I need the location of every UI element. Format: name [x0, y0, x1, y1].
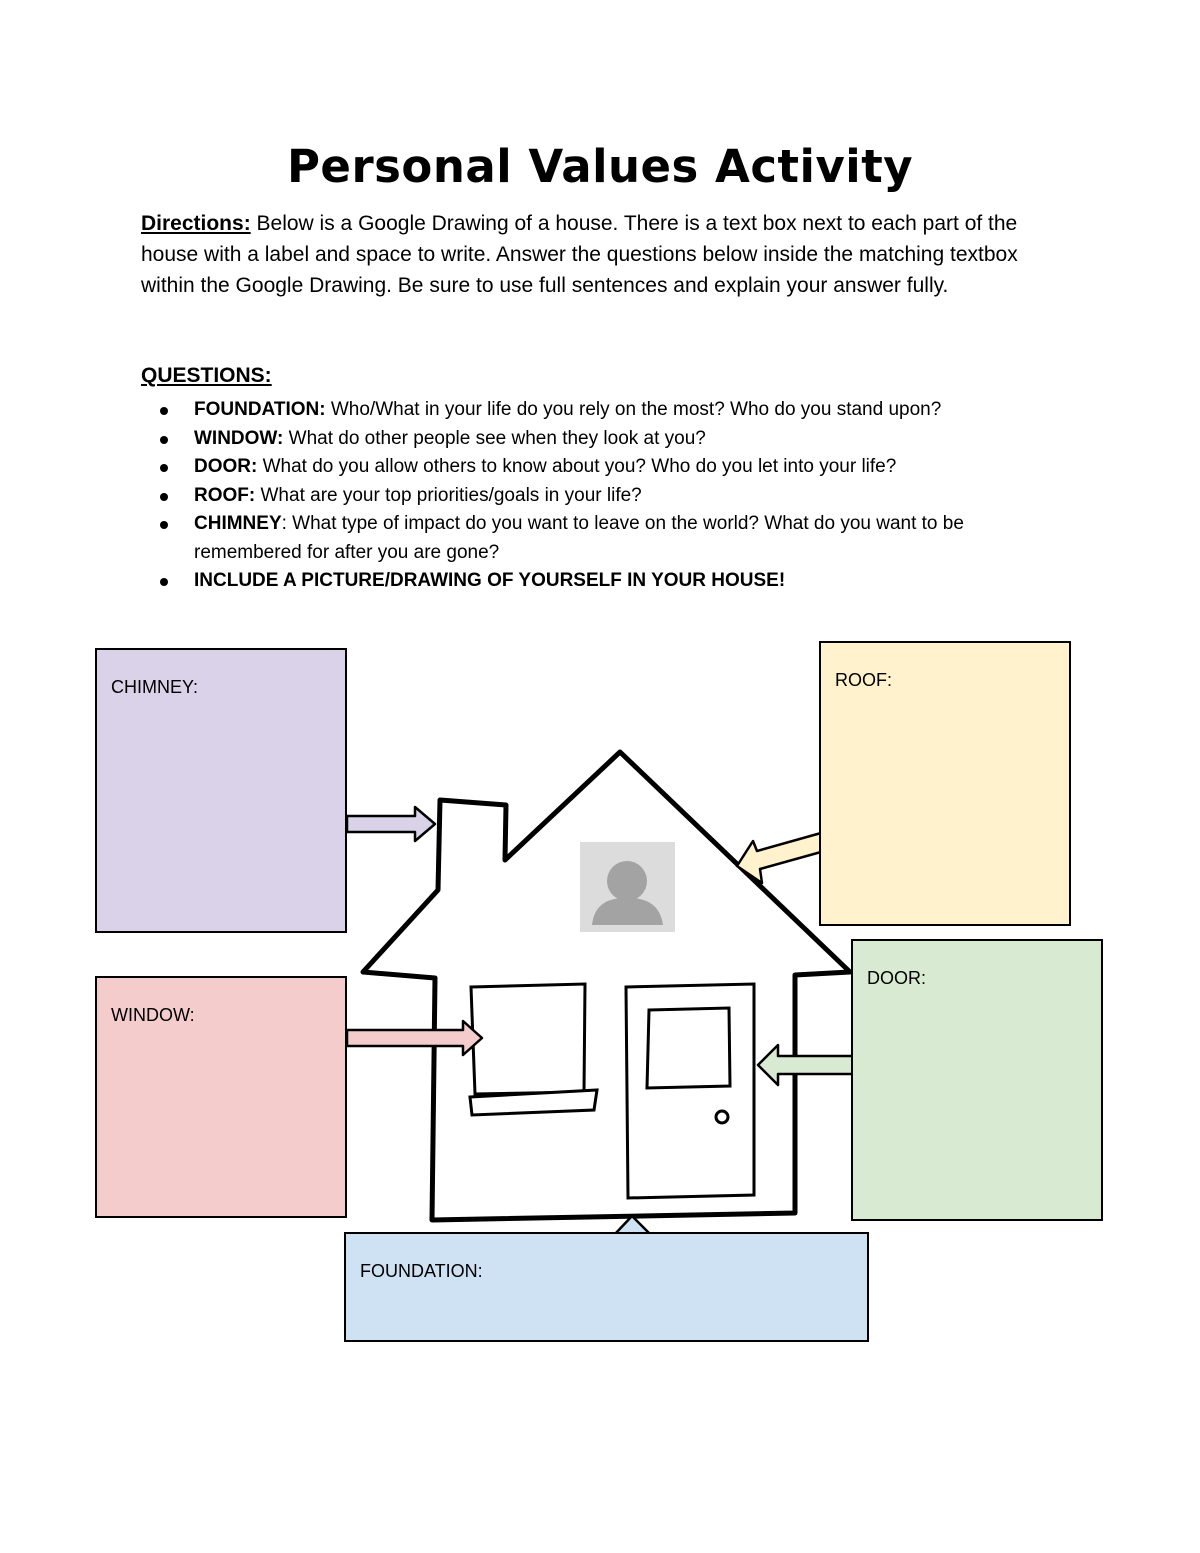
question-key: DOOR:	[194, 456, 258, 477]
person-placeholder-icon	[580, 842, 675, 932]
question-picture: INCLUDE A PICTURE/DRAWING OF YOURSELF IN YOUR HOUSE!	[158, 567, 1058, 596]
question-text: Who/What in your life do you rely on the most? Who do you stand upon?	[325, 399, 942, 420]
question-key: WINDOW:	[194, 427, 284, 449]
window-label: WINDOW:	[111, 1005, 195, 1025]
question-text: What are your top priorities/goals in your life?	[255, 484, 642, 506]
chimney-arrow	[347, 807, 435, 841]
question-text: What do other people see when they look at you?	[283, 427, 706, 449]
foundation-textbox[interactable]	[344, 1232, 869, 1342]
questions-heading: QUESTIONS:	[141, 364, 272, 387]
door-knob	[716, 1111, 728, 1123]
question-key: CHIMNEY	[194, 513, 282, 534]
question-text: : What type of impact do you want to leave on the world? What do you want to be remembered for after you are gone?	[194, 513, 964, 563]
question-key: FOUNDATION:	[194, 399, 326, 420]
house-outline	[363, 752, 850, 1220]
window-textbox[interactable]	[95, 976, 347, 1218]
question-text: What do you allow others to know about you? Who do you let into your life?	[257, 456, 897, 477]
door-label: DOOR:	[867, 968, 927, 988]
directions-label: Directions:	[141, 212, 251, 235]
roof-label: ROOF:	[835, 670, 892, 690]
roof-textbox[interactable]	[819, 641, 1071, 926]
door-textbox[interactable]	[851, 939, 1103, 1221]
roof-arrow	[737, 833, 821, 883]
page-title: Personal Values Activity	[286, 140, 914, 193]
chimney-textbox[interactable]	[95, 648, 347, 933]
door-arrow	[758, 1045, 853, 1085]
window-arrow	[347, 1021, 482, 1055]
foundation-label: FOUNDATION:	[360, 1261, 483, 1281]
question-key: ROOF:	[194, 484, 256, 506]
chimney-label: CHIMNEY:	[111, 677, 199, 697]
window-frame	[471, 984, 585, 1094]
directions-text: Below is a Google Drawing of a house. There is a text box next to each part of the house with a label and space to write. Answer the questions below inside the matching textbox within the Google Drawing. Be sure to use full sentences and explain your answer fully.	[141, 212, 1018, 297]
door-glass	[647, 1008, 730, 1088]
